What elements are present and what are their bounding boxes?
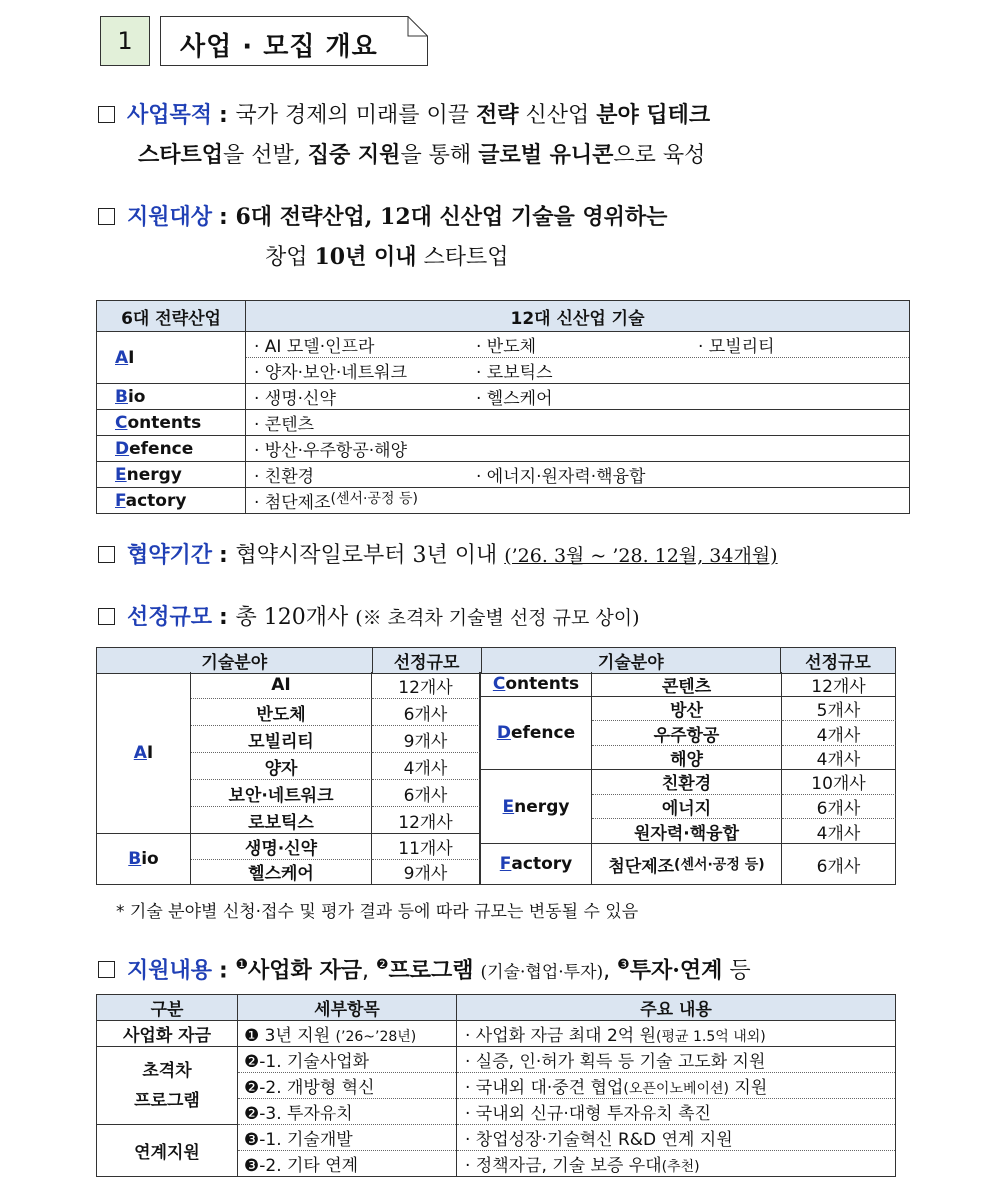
tech-count: 9개사 xyxy=(372,860,480,886)
defence-rows xyxy=(592,697,896,770)
table-row: · 사업화 자금 최대 2억 원(평균 1.5억 내외) xyxy=(457,1021,896,1047)
table-row xyxy=(191,807,480,834)
category-energy: E nergy xyxy=(480,770,592,844)
category-factory: F actory xyxy=(480,844,592,885)
period-range: (’26. 3월 ~ ’28. 12월, 34개월) xyxy=(504,545,778,567)
category-defence: Defence xyxy=(97,436,246,462)
tech-name: 모빌리티 xyxy=(191,726,372,753)
table-row xyxy=(592,819,896,844)
table-row xyxy=(592,672,896,697)
table-row: · AI 모델·인프라 · 반도체 · 모빌리티 xyxy=(246,332,910,358)
table-row xyxy=(592,697,896,721)
scale-text: 총 120개사 xyxy=(235,605,356,630)
bio-rows xyxy=(191,834,480,885)
tech-name: 헬스케어 xyxy=(191,860,372,886)
section-number: 1 xyxy=(117,27,133,55)
target-text-1: 6대 전략산업, 12대 신산업 기술을 영위하는 xyxy=(235,204,668,230)
tech-name: 로보틱스 xyxy=(191,807,372,834)
table-row xyxy=(191,860,480,886)
tech-count: 9개사 xyxy=(372,726,480,753)
table-header: 12대 신산업 기술 xyxy=(246,301,910,332)
table-row: · 방산·우주항공·해양 xyxy=(246,436,910,462)
checkbox-icon xyxy=(98,208,115,225)
scale-footnote: * 기술 분야별 신청·접수 및 평가 결과 등에 따라 규모는 변동될 수 있음 xyxy=(116,902,639,922)
factory-row xyxy=(592,844,896,885)
purpose-line-1: 사업목적 : 국가 경제의 미래를 이끌 전략 신산업 분야 딥테크 xyxy=(98,96,710,135)
group-cell: 사업화 자금 xyxy=(97,1021,238,1047)
tech-count: 4개사 xyxy=(372,753,480,780)
table-header: 기술분야 xyxy=(481,648,780,674)
scale-table-right xyxy=(480,672,896,885)
marker-1: ❶ xyxy=(235,957,249,973)
purpose-bold-3: 스타트업 xyxy=(138,142,224,168)
tech-count: 6개사 xyxy=(372,780,480,807)
table-row: · 국내외 신규·대형 투자유치 촉진 xyxy=(457,1099,896,1125)
tech-name: 원자력·핵융합 xyxy=(592,819,782,844)
category-energy: Energy xyxy=(97,462,246,488)
purpose-text-4: 을 통해 xyxy=(400,143,479,168)
tech-name: 반도체 xyxy=(191,699,372,726)
scale-line: 선정규모 : 총 120개사 (※ 초격차 기술별 선정 규모 상이) xyxy=(98,599,640,637)
support-item-1: 사업화 자금 xyxy=(248,957,362,984)
purpose-bold-2: 분야 딥테크 xyxy=(596,102,711,128)
table-header: 주요 내용 xyxy=(457,995,896,1021)
category-contents: C ontents xyxy=(480,672,592,697)
table-row: · 첨단제조 (센서·공정 등) xyxy=(246,488,910,514)
table-row: ❸-2. 기타 연계 xyxy=(238,1151,457,1177)
table-row xyxy=(191,834,480,860)
tech-count: 4개사 xyxy=(782,721,896,745)
tech-name: 첨단제조 xyxy=(608,856,675,877)
target-bold: 10년 이내 xyxy=(314,244,417,270)
tech-count: 12개사 xyxy=(372,672,480,699)
category-defence: D efence xyxy=(480,697,592,770)
table-row xyxy=(191,699,480,726)
purpose-bold-1: 전략 xyxy=(475,102,519,128)
tech-count: 6개사 xyxy=(782,795,896,820)
scale-note: (※ 초격차 기술별 선정 규모 상이) xyxy=(355,607,640,629)
tech-name: 보안·네트워크 xyxy=(191,780,372,807)
purpose-bold-4: 집중 지원 xyxy=(307,142,401,168)
support-table xyxy=(96,994,896,1177)
support-label: 지원내용 xyxy=(127,958,213,984)
section-title-box xyxy=(160,16,428,66)
table-row: · 실증, 인·허가 획득 등 기술 고도화 지원 xyxy=(457,1047,896,1073)
tech-name: 생명·신약 xyxy=(191,834,372,860)
period-text: 협약시작일로부터 3년 이내 xyxy=(235,543,505,568)
target-line-2 xyxy=(265,238,509,277)
table-row xyxy=(592,746,896,770)
tech-count: 5개사 xyxy=(782,697,896,721)
scale-label: 선정규모 xyxy=(127,605,213,630)
support-line: 지원내용 : $^❶$사업화 자금, $^❷$프로그램 (기술·협업·투자), $^❸$투자·연계 등 xyxy=(98,946,751,991)
table-row: · 친환경 · 에너지·원자력·핵융합 xyxy=(246,462,910,488)
tech-count: 11개사 xyxy=(372,834,480,860)
tech-count: 6개사 xyxy=(782,844,896,885)
group-cell: 초격차 프로그램 xyxy=(97,1047,238,1125)
category-ai: AI xyxy=(97,332,246,384)
purpose-text-1: 국가 경제의 미래를 이끌 xyxy=(235,103,476,128)
support-tail: 등 xyxy=(729,958,751,984)
table-row xyxy=(191,780,480,807)
category-bio: B io xyxy=(96,834,191,885)
table-header: 6대 전략산업 xyxy=(97,301,246,332)
table-row xyxy=(592,721,896,745)
table-row: · 창업성장·기술혁신 R&D 연계 지원 xyxy=(457,1125,896,1151)
support-item-2: 프로그램 xyxy=(388,957,474,984)
category-ai: A I xyxy=(96,672,191,834)
purpose-bold-5: 글로벌 유니콘 xyxy=(478,142,614,168)
table-row: ❷-2. 개방형 혁신 xyxy=(238,1073,457,1099)
tech-name: 해양 xyxy=(592,746,782,770)
tech-count: 12개사 xyxy=(782,672,896,697)
table-header: 구분 xyxy=(97,995,238,1021)
section-title: 사업 · 모집 개요 xyxy=(180,32,378,62)
tech-count: 12개사 xyxy=(372,807,480,834)
table-row xyxy=(191,753,480,780)
table-row: ❷-3. 투자유치 xyxy=(238,1099,457,1125)
checkbox-icon xyxy=(98,106,115,123)
contents-rows xyxy=(592,672,896,697)
energy-rows xyxy=(592,770,896,844)
category-contents: Contents xyxy=(97,410,246,436)
table-row xyxy=(191,672,480,699)
category-factory: Factory xyxy=(97,488,246,514)
tech-name: 에너지 xyxy=(592,795,782,820)
tech-name: 친환경 xyxy=(592,770,782,795)
support-item-3: 투자·연계 xyxy=(629,957,723,984)
purpose-line-2 xyxy=(138,136,705,175)
industry-table xyxy=(96,300,910,514)
table-row: · 생명·신약 · 헬스케어 xyxy=(246,384,910,410)
purpose-text-5: 으로 육성 xyxy=(613,143,706,168)
table-row: ❷-1. 기술사업화 xyxy=(238,1047,457,1073)
scale-table xyxy=(96,647,896,674)
tech-name: 양자 xyxy=(191,753,372,780)
period-line: 협약기간 : 협약시작일로부터 3년 이내 (’26. 3월 ~ ’28. 12월, 34개월) xyxy=(98,537,778,575)
tech-name: 우주항공 xyxy=(592,721,782,745)
scale-table-left xyxy=(96,672,480,885)
support-item-2-note: (기술·협업·투자) xyxy=(480,962,604,983)
checkbox-icon xyxy=(98,961,115,978)
tech-count: 10개사 xyxy=(782,770,896,795)
target-text-2: 창업 xyxy=(265,245,315,270)
ai-rows xyxy=(191,672,480,834)
tech-name-note: (센서·공정 등) xyxy=(674,857,765,873)
table-header: 선정규모 xyxy=(781,648,896,674)
checkbox-icon xyxy=(98,546,115,563)
table-row: · 콘텐츠 xyxy=(246,410,910,436)
group-cell: 연계지원 xyxy=(97,1125,238,1177)
tech-name: 방산 xyxy=(592,697,782,721)
table-header: 세부항목 xyxy=(238,995,457,1021)
period-label: 협약기간 xyxy=(127,543,213,568)
table-row: · 양자·보안·네트워크 · 로보틱스 xyxy=(246,358,910,384)
table-row xyxy=(592,770,896,795)
purpose-text-2: 신산업 xyxy=(518,103,597,128)
tech-name: 콘텐츠 xyxy=(592,672,782,697)
target-line-1: 지원대상 : 6대 전략산업, 12대 신산업 기술을 영위하는 xyxy=(98,198,667,237)
target-text-3: 스타트업 xyxy=(416,245,509,270)
category-bio: Bio xyxy=(97,384,246,410)
table-row: ❸-1. 기술개발 xyxy=(238,1125,457,1151)
table-row xyxy=(592,795,896,820)
table-header: 기술분야 xyxy=(97,648,373,674)
tech-count: 4개사 xyxy=(782,746,896,770)
tech-name: AI xyxy=(191,672,372,699)
checkbox-icon xyxy=(98,608,115,625)
marker-2: ❷ xyxy=(375,957,389,973)
target-label: 지원대상 xyxy=(127,205,213,230)
table-row xyxy=(191,726,480,753)
tech-count: 4개사 xyxy=(782,819,896,844)
table-row: ❶ 3년 지원 (’26~’28년) xyxy=(238,1021,457,1047)
table-header: 선정규모 xyxy=(372,648,481,674)
purpose-label: 사업목적 xyxy=(127,103,213,128)
purpose-text-3: 을 선발, xyxy=(223,143,308,168)
marker-3: ❸ xyxy=(617,957,630,973)
table-row: · 정책자금, 기술 보증 우대(추천) xyxy=(457,1151,896,1177)
table-row: · 국내외 대·중견 협업(오픈이노베이션) 지원 xyxy=(457,1073,896,1099)
section-number-box xyxy=(100,16,150,66)
tech-count: 6개사 xyxy=(372,699,480,726)
